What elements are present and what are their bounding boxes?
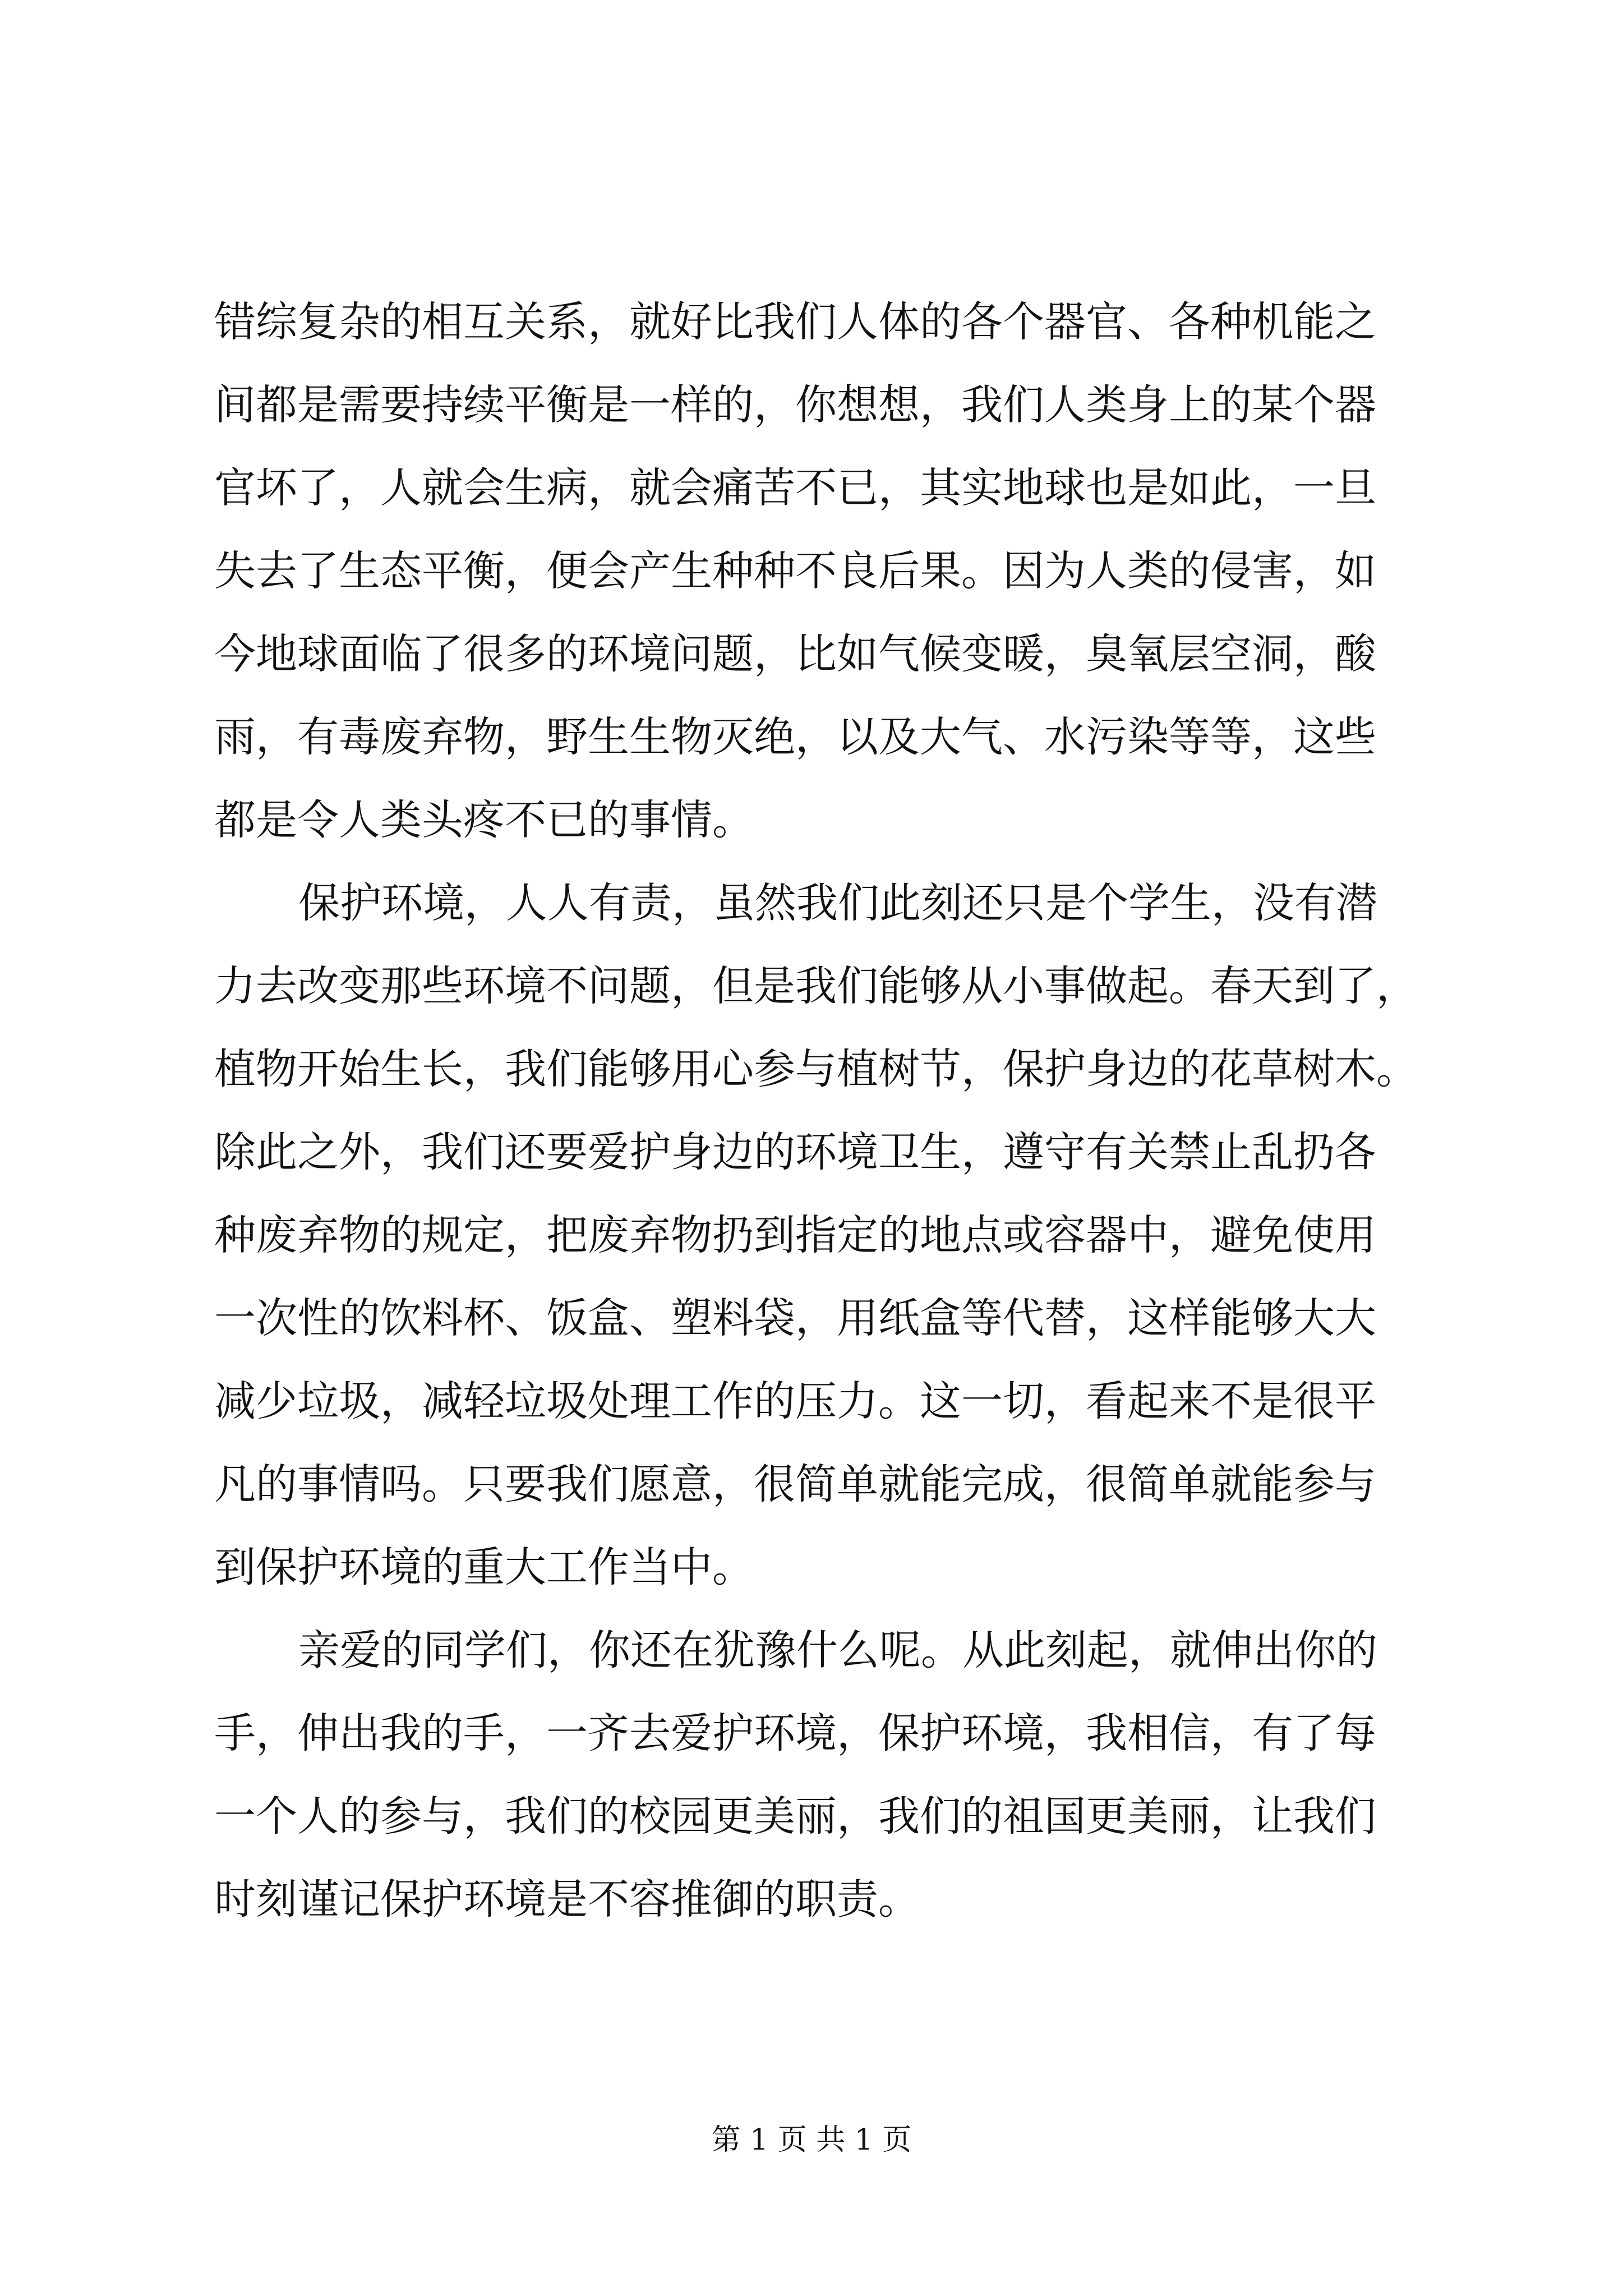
text-line: 除此之外，我们还要爱护身边的环境卫生，遵守有关禁止乱扔各: [214, 1128, 1376, 1176]
paragraph-first-line: 保护环境，人人有责，虽然我们此刻还只是个学生，没有潜: [298, 879, 1377, 927]
text-line: 间都是需要持续平衡是一样的，你想想，我们人类身上的某个器: [214, 381, 1376, 429]
text-line: 力去改变那些环境不问题，但是我们能够从小事做起。春天到了，: [214, 962, 1418, 1010]
text-line: 雨，有毒废弃物，野生生物灭绝，以及大气、水污染等等，这些: [214, 713, 1376, 761]
text-line: 官坏了，人就会生病，就会痛苦不已，其实地球也是如此，一旦: [214, 464, 1376, 512]
text-line: 都是令人类头疼不已的事情。: [214, 796, 754, 844]
paragraph-first-line: 亲爱的同学们，你还在犹豫什么呢。从此刻起，就伸出你的: [298, 1626, 1377, 1674]
page-number-label: 第 1 页 共 1 页: [711, 2123, 912, 2157]
text-line: 一个人的参与，我们的校园更美丽，我们的祖国更美丽，让我们: [214, 1792, 1376, 1841]
text-line: 手，伸出我的手，一齐去爱护环境，保护环境，我相信，有了每: [214, 1709, 1376, 1757]
text-line: 到保护环境的重大工作当中。: [214, 1543, 754, 1591]
text-line: 种废弃物的规定，把废弃物扔到指定的地点或容器中，避免使用: [214, 1211, 1376, 1259]
text-line: 失去了生态平衡，便会产生种种不良后果。因为人类的侵害，如: [214, 547, 1376, 595]
text-line: 今地球面临了很多的环境问题，比如气候变暖，臭氧层空洞，酸: [214, 630, 1376, 678]
text-line: 凡的事情吗。只要我们愿意，很简单就能完成，很简单就能参与: [214, 1460, 1376, 1508]
text-line: 错综复杂的相互关系，就好比我们人体的各个器官、各种机能之: [214, 298, 1376, 346]
document-body: [214, 280, 1418, 1941]
text-line: 一次性的饮料杯、饭盒、塑料袋，用纸盒等代替，这样能够大大: [214, 1294, 1376, 1342]
text-line: 减少垃圾，减轻垃圾处理工作的压力。这一切，看起来不是很平: [214, 1377, 1376, 1425]
page-footer: [0, 2120, 1623, 2160]
text-line: 时刻谨记保护环境是不容推御的职责。: [214, 1875, 920, 1924]
text-line: 植物开始生长，我们能够用心参与植树节，保护身边的花草树木。: [214, 1045, 1418, 1093]
